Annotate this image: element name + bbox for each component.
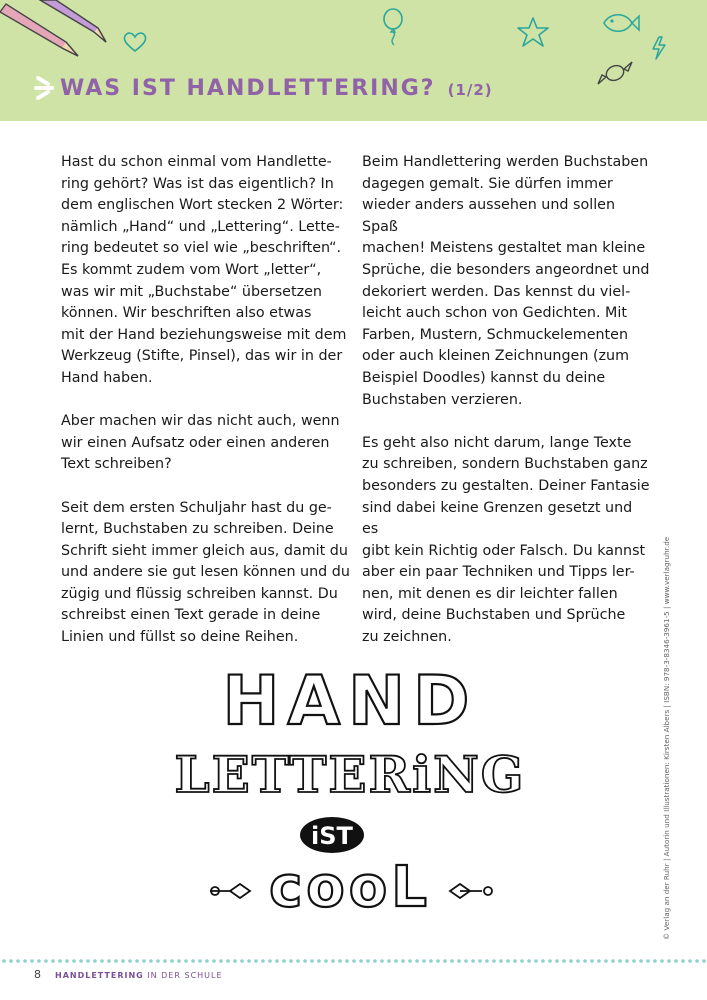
book-title-bold: HANDLETTERING [55, 971, 144, 980]
lightning-icon [650, 36, 668, 60]
divider-dot [163, 959, 167, 963]
divider-dot [100, 959, 104, 963]
divider-dot [429, 959, 433, 963]
divider-dot [366, 959, 370, 963]
star-icon [516, 16, 550, 48]
copyright-note: © Verlag an der Ruhr | Autorin und Illustrationen: Kirsten Albers | ISBN: 978-3-8346-3961-5 | www.verlagruhr.de [662, 536, 671, 940]
divider-dot [569, 959, 573, 963]
divider-dot [646, 959, 650, 963]
divider-dot [37, 959, 41, 963]
divider-dot [324, 959, 328, 963]
divider-dot [156, 959, 160, 963]
divider-dot [121, 959, 125, 963]
divider-dot [86, 959, 90, 963]
divider-dot [44, 959, 48, 963]
divider-dot [30, 959, 34, 963]
divider-dot [184, 959, 188, 963]
divider-dot [450, 959, 454, 963]
paragraph: Seit dem ersten Schuljahr hast du ge- lernt, Buchstaben zu schreiben. Deine Schrift sieht immer gleich aus, damit du und andere sie gut lesen können und du zügig und flüssig schreiben kannst. Du schreibst einen Text gerade in deine Linien und füllst so deine Reihen. [61, 499, 350, 646]
sparkle-icon [30, 72, 56, 104]
divider-dot [688, 959, 692, 963]
divider-dot [317, 959, 321, 963]
page-part-label: (1/2) [447, 81, 493, 99]
divider-dot [247, 959, 251, 963]
divider-dot [114, 959, 118, 963]
divider-dot [653, 959, 657, 963]
heart-icon [122, 30, 148, 54]
divider-dot [660, 959, 664, 963]
divider-dot [198, 959, 202, 963]
hero-line-lettering: LETTERiNG [174, 745, 526, 804]
divider-dot [58, 959, 62, 963]
divider-dot [233, 959, 237, 963]
divider-dot [478, 959, 482, 963]
divider-dot [289, 959, 293, 963]
divider-dot [296, 959, 300, 963]
balloon-icon [380, 8, 410, 46]
page-number: 8 [34, 968, 41, 981]
divider-dot [632, 959, 636, 963]
divider-dot [436, 959, 440, 963]
divider-dot [618, 959, 622, 963]
divider-dot [548, 959, 552, 963]
divider-dot [401, 959, 405, 963]
divider-dot [16, 959, 20, 963]
divider-dot [674, 959, 678, 963]
hero-line-ist: iST [311, 822, 353, 850]
paragraph: Aber machen wir das nicht auch, wenn wir einen Aufsatz oder einen anderen Text schreiben? [61, 413, 340, 473]
divider-dot [177, 959, 181, 963]
divider-dot [541, 959, 545, 963]
divider-dot [373, 959, 377, 963]
divider-dot [107, 959, 111, 963]
divider-dot [170, 959, 174, 963]
hero-ornament-left [210, 884, 250, 898]
divider-dot [226, 959, 230, 963]
paragraph: Beim Handlettering werden Buchstaben dagegen gemalt. Sie dürfen immer wieder anders aussehen und sollen Spaß machen! Meistens gestaltet man kleine Sprüche, die besonders angeordnet und dekoriert werden. Das kennst du viel- leicht auch schon von Gedichten. Mit Farben, Mustern, Schmuckelementen oder auch kleinen Zeichnungen (zum Beispiel Doodles) kannst du deine Buchstaben verzieren. [362, 154, 650, 408]
paragraph: Hast du schon einmal vom Handlette- ring gehört? Was ist das eigentlich? In dem englischen Wort stecken 2 Wörter: nämlich „Hand“ und „Lettering“. Lette- ring bedeutet so viel wie „beschriften“. Es kommt zudem vom Wort „letter“, was wir mit „Buchstabe“ übersetzen können. Wir beschriften also etwas mit der Hand beziehungsweise mit dem Werkzeug (Stifte, Pinsel), das wir in der Hand haben. [61, 154, 347, 386]
divider-dot [534, 959, 538, 963]
divider-dot [471, 959, 475, 963]
divider-dot [604, 959, 608, 963]
divider-dot [639, 959, 643, 963]
divider-dot [359, 959, 363, 963]
divider-dot [387, 959, 391, 963]
divider-dot [492, 959, 496, 963]
divider-dot [149, 959, 153, 963]
divider-dot [513, 959, 517, 963]
divider-dot [380, 959, 384, 963]
divider-dot [527, 959, 531, 963]
divider-dot [555, 959, 559, 963]
divider-dot [520, 959, 524, 963]
divider-dot [282, 959, 286, 963]
candy-icon [596, 58, 634, 88]
divider-dot [422, 959, 426, 963]
divider-dot [65, 959, 69, 963]
divider-dot [191, 959, 195, 963]
divider-dot [275, 959, 279, 963]
divider-dot [212, 959, 216, 963]
divider-dot [345, 959, 349, 963]
hand-lettering-illustration [170, 660, 530, 920]
divider-dot [268, 959, 272, 963]
divider-dot [303, 959, 307, 963]
divider-dot [499, 959, 503, 963]
divider-dot [576, 959, 580, 963]
page-footer [34, 968, 223, 981]
divider-dot [681, 959, 685, 963]
header-band [0, 0, 707, 121]
text-column-left [61, 152, 351, 670]
divider-dot [695, 959, 699, 963]
page-title [60, 76, 493, 101]
divider-dot [72, 959, 76, 963]
divider-dot [443, 959, 447, 963]
divider-dot [394, 959, 398, 963]
divider-dot [457, 959, 461, 963]
divider-dot [583, 959, 587, 963]
divider-dot [338, 959, 342, 963]
divider-dot [702, 959, 706, 963]
fish-icon [600, 10, 640, 36]
divider-dot [2, 959, 6, 963]
page-title-text: WAS IST HANDLETTERING? [60, 76, 436, 101]
divider-dot [310, 959, 314, 963]
divider-dot [240, 959, 244, 963]
divider-dot [352, 959, 356, 963]
divider-dot [415, 959, 419, 963]
divider-dot [254, 959, 258, 963]
footer-dot-divider [0, 958, 707, 964]
divider-dot [590, 959, 594, 963]
hero-line-hand: HAND [222, 662, 478, 741]
paragraph: Es geht also nicht darum, lange Texte zu schreiben, sondern Buchstaben ganz besonders zu gestalten. Deiner Fantasie sind dabei keine Grenzen gesetzt und es gibt kein Richtig oder Falsch. Du kannst aber ein paar Techniken und Tipps ler- nen, mit denen es dir leichter fallen wird, deine Buchstaben und Sprüche zu zeichnen. [362, 434, 650, 646]
divider-dot [331, 959, 335, 963]
divider-dot [597, 959, 601, 963]
divider-dot [142, 959, 146, 963]
divider-dot [205, 959, 209, 963]
book-title-rest: IN DER SCHULE [143, 971, 223, 980]
pencils-icon [0, 0, 115, 62]
text-column-right [362, 152, 652, 670]
divider-dot [51, 959, 55, 963]
divider-dot [625, 959, 629, 963]
divider-dot [464, 959, 468, 963]
hero-ornament-right [450, 884, 492, 898]
divider-dot [9, 959, 13, 963]
divider-dot [562, 959, 566, 963]
divider-dot [485, 959, 489, 963]
divider-dot [79, 959, 83, 963]
hero-line-cool: cooL [269, 855, 431, 920]
divider-dot [219, 959, 223, 963]
divider-dot [667, 959, 671, 963]
divider-dot [93, 959, 97, 963]
divider-dot [261, 959, 265, 963]
divider-dot [128, 959, 132, 963]
divider-dot [408, 959, 412, 963]
divider-dot [23, 959, 27, 963]
divider-dot [611, 959, 615, 963]
divider-dot [506, 959, 510, 963]
divider-dot [135, 959, 139, 963]
